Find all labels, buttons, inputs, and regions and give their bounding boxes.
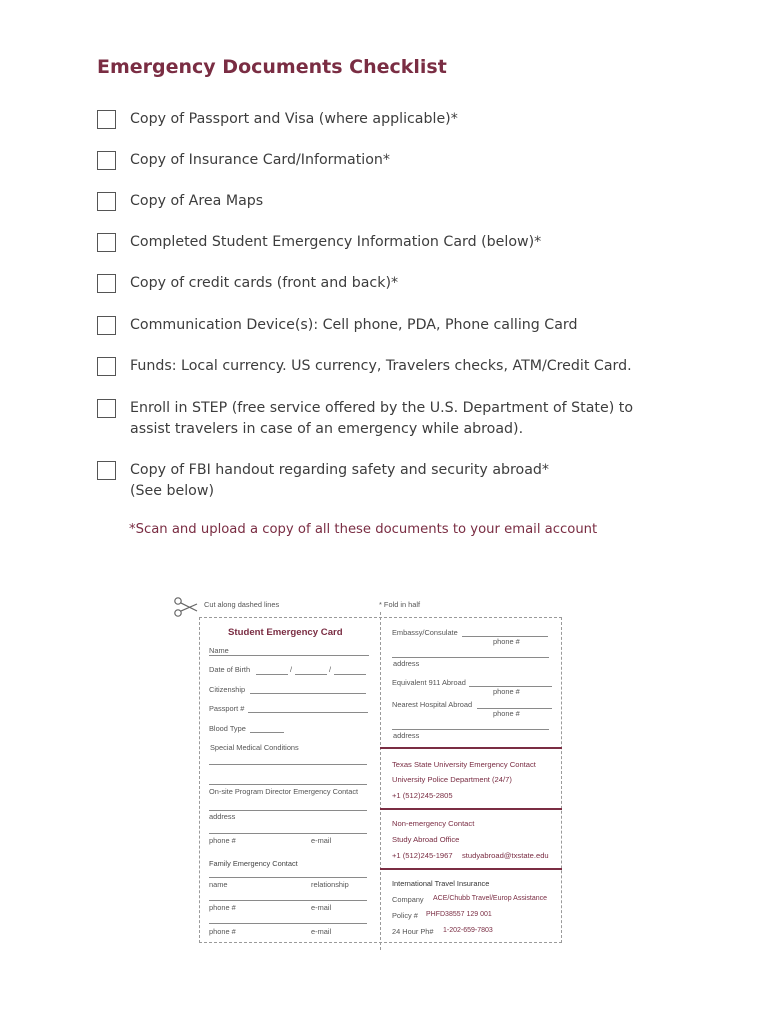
checklist-item-insurance[interactable] [97, 150, 390, 171]
checklist-item-text [130, 398, 633, 440]
citizenship-field[interactable] [250, 693, 366, 694]
insurance-hotline-value: 1-202-659-7803 [443, 927, 493, 934]
checklist-item-funds[interactable] [97, 356, 632, 377]
family-email-label-2: e-mail [311, 927, 332, 936]
embassy-address-field[interactable] [392, 657, 549, 658]
section-divider [380, 747, 562, 749]
insurance-company-value: ACE/Chubb Travel/Europ Assistance [433, 895, 548, 902]
checklist-item-label-line2: assist travelers in case of an emergency while abroad). [130, 421, 524, 437]
checklist-item-text [130, 460, 549, 502]
family-email-label: e-mail [311, 903, 332, 912]
txstate-contact-heading: Texas State University Emergency Contact [392, 760, 536, 769]
fold-line [380, 612, 381, 950]
fold-label: * Fold in half [379, 600, 421, 609]
director-contact-label: On-site Program Director Emergency Contact [209, 787, 359, 796]
medical-conditions-field[interactable] [209, 764, 367, 765]
checklist-item-label: Completed Student Emergency Information Card (below)* [130, 234, 542, 250]
name-label: Name [209, 646, 229, 655]
passport-field[interactable] [248, 712, 368, 713]
family-phone-field-2[interactable] [209, 923, 367, 924]
checklist-item-label: Funds: Local currency. US currency, Travelers checks, ATM/Credit Card. [130, 358, 632, 374]
checklist-item-label: Communication Device(s): Cell phone, PDA, Phone calling Card [130, 317, 578, 333]
checklist-item-label: Copy of FBI handout regarding safety and security abroad* [130, 462, 550, 478]
card-title: Student Emergency Card [228, 627, 343, 638]
checkbox[interactable] [97, 461, 116, 480]
family-phone-field[interactable] [209, 900, 367, 901]
study-abroad-phone: +1 (512)245-1967 [392, 851, 453, 860]
checkbox[interactable] [97, 274, 116, 293]
blood-type-field[interactable] [250, 732, 284, 733]
checklist-item-credit-cards[interactable] [97, 273, 398, 294]
study-abroad-office: Study Abroad Office [392, 835, 460, 844]
dob-label: Date of Birth [209, 665, 251, 674]
study-abroad-email[interactable]: studyabroad@txstate.edu [462, 851, 549, 860]
medical-conditions-field-2[interactable] [209, 784, 367, 785]
checklist-item-label: Copy of credit cards (front and back)* [130, 275, 399, 291]
medical-conditions-label: Special Medical Conditions [210, 743, 299, 752]
family-phone-label-2: phone # [209, 927, 236, 936]
checkbox[interactable] [97, 110, 116, 129]
citizenship-label: Citizenship [209, 685, 246, 694]
equiv-911-label: Equivalent 911 Abroad [392, 678, 466, 687]
family-contact-label: Family Emergency Contact [209, 859, 298, 868]
embassy-label: Embassy/Consulate [392, 628, 458, 637]
checklist-item-step[interactable] [97, 398, 633, 440]
insurance-heading: International Travel Insurance [392, 879, 490, 888]
embassy-address-label: address [393, 659, 420, 668]
hospital-address-field[interactable] [392, 729, 549, 730]
checklist-item-emergency-card[interactable] [97, 232, 541, 253]
hospital-phone-label: phone # [493, 709, 520, 718]
dob-year-field[interactable] [334, 674, 366, 675]
checklist-item-label-line2: (See below) [130, 483, 215, 499]
equiv-911-phone-label: phone # [493, 687, 520, 696]
checkbox[interactable] [97, 399, 116, 418]
checklist-item-maps[interactable] [97, 191, 263, 212]
passport-label: Passport # [209, 704, 245, 713]
nonemergency-heading: Non-emergency Contact [392, 819, 475, 828]
page-title: Emergency Documents Checklist [97, 56, 447, 78]
director-address-label: address [209, 812, 236, 821]
dob-slash: / [329, 665, 332, 674]
family-phone-label: phone # [209, 903, 236, 912]
insurance-policy-label: Policy # [392, 911, 418, 920]
director-name-field[interactable] [209, 810, 367, 811]
embassy-phone-label: phone # [493, 637, 520, 646]
dob-month-field[interactable] [256, 674, 288, 675]
director-phone-label: phone # [209, 836, 236, 845]
upload-note: *Scan and upload a copy of all these documents to your email account [129, 522, 598, 537]
university-police-label: University Police Department (24/7) [392, 775, 512, 784]
cut-label: Cut along dashed lines [204, 600, 280, 609]
blood-type-label: Blood Type [209, 724, 246, 733]
checklist-item-fbi[interactable] [97, 460, 549, 502]
checklist-item-passport[interactable] [97, 109, 458, 130]
checklist-item-label: Copy of Passport and Visa (where applicable)* [130, 111, 458, 127]
dob-day-field[interactable] [295, 674, 327, 675]
family-name-label: name [209, 880, 228, 889]
insurance-hotline-label: 24 Hour Ph# [392, 927, 434, 936]
insurance-company-label: Company [392, 895, 424, 904]
insurance-policy-value: PHFD38557 129 001 [426, 911, 492, 918]
checklist-item-communication[interactable] [97, 315, 577, 336]
director-email-label: e-mail [311, 836, 332, 845]
checkbox[interactable] [97, 233, 116, 252]
section-divider [380, 868, 562, 870]
name-field[interactable] [209, 655, 369, 656]
section-divider [380, 808, 562, 810]
dob-slash: / [290, 665, 293, 674]
director-address-field[interactable] [209, 833, 367, 834]
checkbox[interactable] [97, 192, 116, 211]
checklist-item-label: Copy of Area Maps [130, 193, 264, 209]
checkbox[interactable] [97, 316, 116, 335]
hospital-label: Nearest Hospital Abroad [392, 700, 473, 709]
scissors-icon [172, 596, 198, 620]
hospital-address-label: address [393, 731, 420, 740]
checklist-item-label: Enroll in STEP (free service offered by the U.S. Department of State) to [130, 400, 634, 416]
checkbox[interactable] [97, 151, 116, 170]
checkbox[interactable] [97, 357, 116, 376]
family-relationship-label: relationship [311, 880, 349, 889]
checklist-item-label: Copy of Insurance Card/Information* [130, 152, 390, 168]
university-police-phone: +1 (512)245-2805 [392, 791, 453, 800]
family-name-field[interactable] [209, 877, 367, 878]
